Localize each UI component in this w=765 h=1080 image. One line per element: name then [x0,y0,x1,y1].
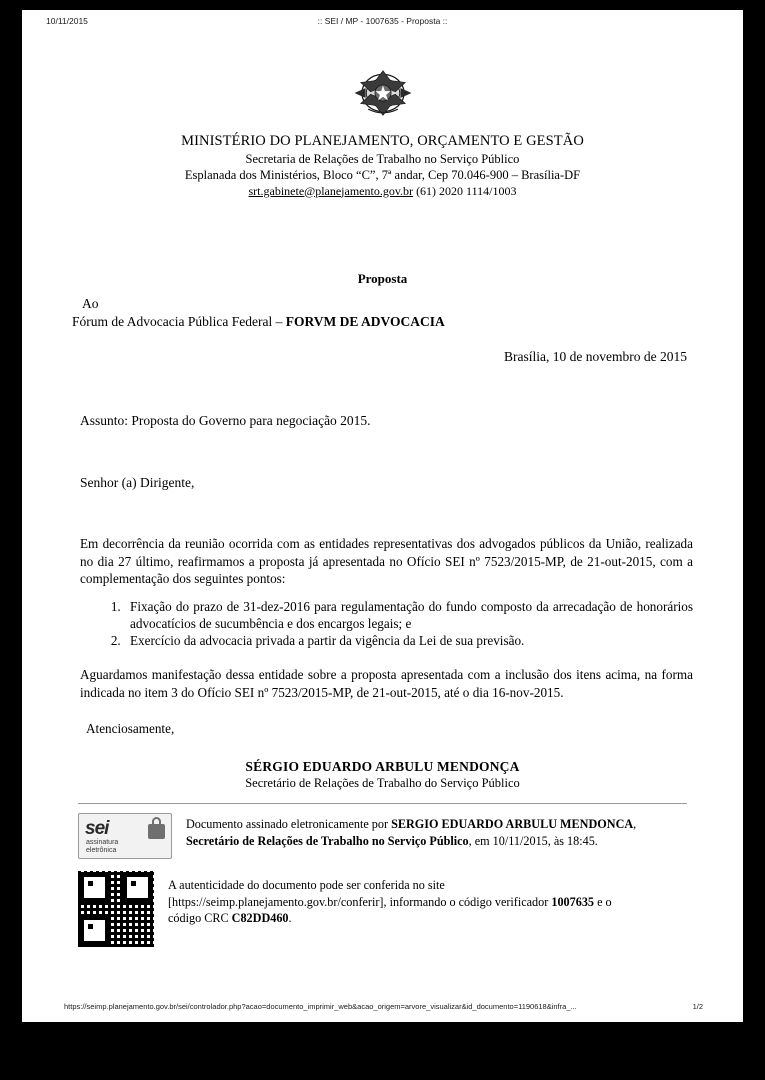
crc-prefix: código CRC [168,911,232,926]
qr-code-icon [78,871,154,947]
numbered-list [72,598,693,649]
phone-text: (61) 2020 1114/1003 [416,183,517,198]
addressee-block [72,295,693,331]
sei-logo-word: sei [85,818,109,840]
print-header-title: :: SEI / MP - 1007635 - Proposta :: [317,16,448,26]
addressee-name-bold: FORVM DE ADVOCACIA [285,314,445,330]
signature-text-suffix: , em 10/11/2015, às 18:45. [468,833,598,848]
signature-signer-name: SERGIO EDUARDO ARBULU MENDONCA [391,817,634,832]
signer-name: SÉRGIO EDUARDO ARBULU MENDONÇA [245,758,520,774]
crc-end: . [288,911,292,926]
addressee-prefix: Ao [82,295,99,311]
verification-block [72,871,693,947]
verification-line2-end: e o [594,894,612,909]
verification-code: 1007635 [551,894,595,909]
signer-block [72,759,693,792]
document-title: Proposta [357,270,408,286]
signature-signer-role: Secretário de Relações de Trabalho no Serviço Público [186,833,469,848]
divider-top [78,803,687,804]
contact-line [72,184,693,199]
print-footer-page: 1/2 [692,1002,703,1011]
sei-signature-logo [78,813,172,859]
sei-logo-line1: assinatura [86,839,119,847]
print-footer [22,1002,743,1016]
subject-line: Assunto: Proposta do Governo para negociação 2015. [80,413,371,429]
print-footer-url: https://seimp.planejamento.gov.br/sei/controlador.php?acao=documento_imprimir_web&acao_origem=arvore_visualizar&id_documento=1190618&infra_... [64,1002,577,1011]
printed-page [22,10,743,1022]
signer-role: Secretário de Relações de Trabalho do Serviço Público [245,775,520,790]
verification-line2-mid: , informando o código verificador [383,894,552,909]
electronic-signature-block [72,813,693,859]
print-header-date: 10/11/2015 [46,16,88,26]
closing-line: Atenciosamente, [86,720,175,736]
secretariat-name: Secretaria de Relações de Trabalho no Serviço Público [245,151,520,166]
organization-header [72,132,693,199]
ministry-name: MINISTÉRIO DO PLANEJAMENTO, ORÇAMENTO E GESTÃO [181,133,584,149]
sei-logo-line2: eletrônica [86,847,117,855]
address-line: Esplanada dos Ministérios, Bloco “C”, 7ª andar, Cep 70.046-900 – Brasília-DF [184,167,581,182]
greeting-line: Senhor (a) Dirigente, [80,475,195,491]
brasao-republica-icon [352,62,414,124]
verification-line1: A autenticidade do documento pode ser conferida no site [168,878,445,893]
email-link[interactable]: srt.gabinete@planejamento.gov.br [248,183,414,198]
signature-comma: , [633,817,637,832]
signature-text-prefix: Documento assinado eletronicamente por [186,817,392,832]
lock-icon [148,824,165,839]
document-body [22,34,743,947]
addressee-name-plain: Fórum de Advocacia Pública Federal – [72,314,286,330]
list-item: 1. Fixação do prazo de 31-dez-2016 para regulamentação do fundo composto da arrecadação de honorários advocatícios de sucumbência e dos encargos legais; e [124,598,693,632]
place-and-date: Brasília, 10 de novembro de 2015 [504,349,687,365]
addressee-name [72,313,693,331]
list-item: 2. Exercício da advocacia privada a partir da vigência da Lei de sua previsão. [124,632,693,649]
verification-site-link[interactable]: [https://seimp.planejamento.gov.br/conferir] [168,894,384,909]
crc-code: C82DD460 [231,911,289,926]
print-header [22,10,743,32]
paragraph-1: Em decorrência da reunião ocorrida com as entidades representativas dos advogados públicos da União, realizada no dia 27 último, reafirmamos a proposta já apresentada no Ofício SEI nº 7523/2015-MP, de 21-out-2015, com a complementação dos seguintes pontos: [80,536,693,587]
signature-text [186,813,687,849]
paragraph-2: Aguardamos manifestação dessa entidade sobre a proposta apresentada com a inclusão dos itens acima, na forma indicada no item 3 do Ofício SEI nº 7523/2015-MP, de 21-out-2015, até o dia 16-nov-2015. [80,667,693,700]
verification-text [168,871,612,926]
